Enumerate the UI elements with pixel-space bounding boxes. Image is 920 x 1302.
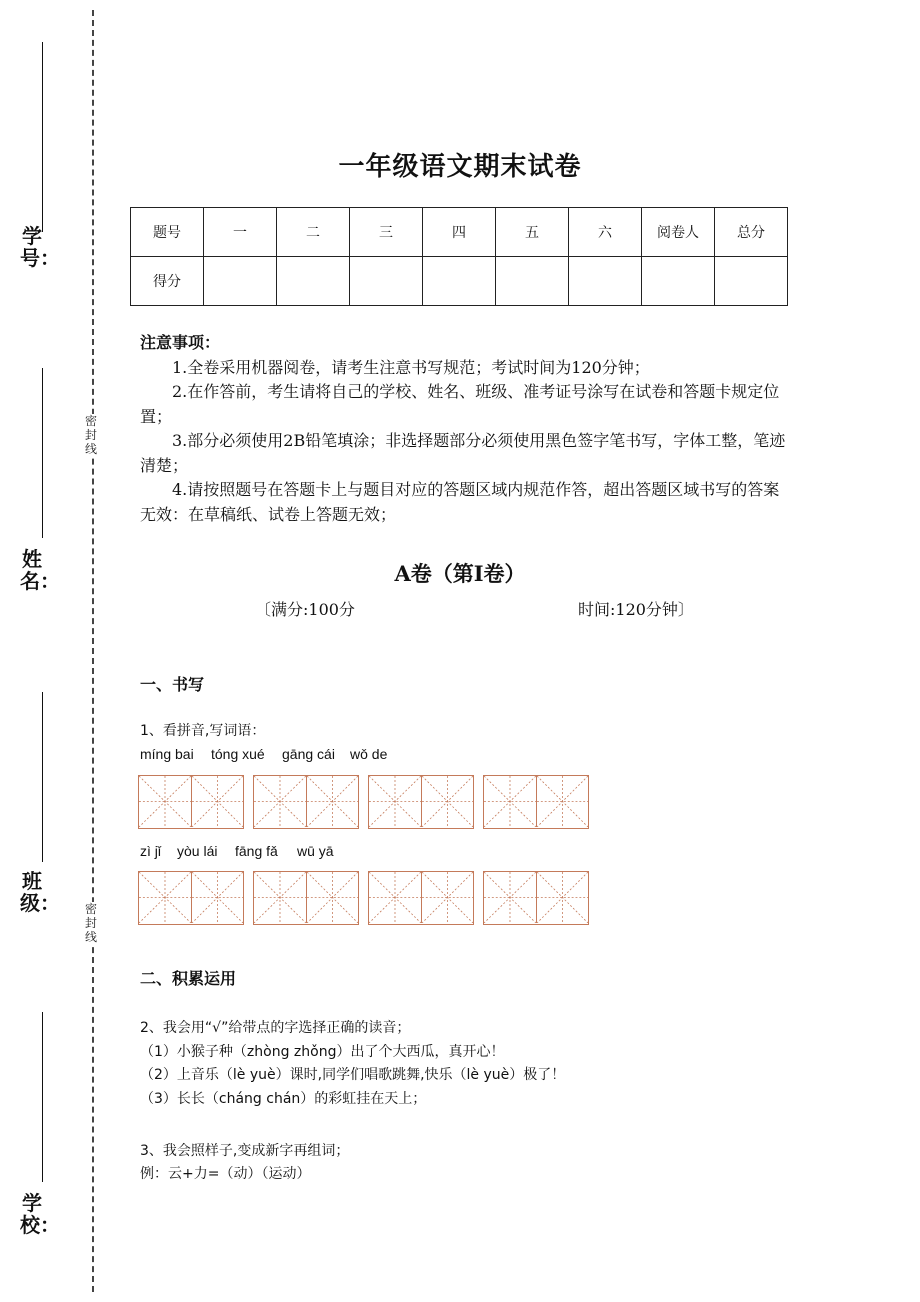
score-table	[130, 207, 788, 306]
question-3-example: 例：云+力=（动）（运动）	[140, 1166, 311, 1182]
seal-text-bottom: 密封线	[82, 902, 100, 944]
question-1: 1、看拼音,写词语：	[140, 723, 266, 739]
notes-heading: 注意事项：	[140, 333, 221, 352]
writing-grid-group[interactable]	[253, 871, 359, 925]
question-3: 3、我会照样子,变成新字再组词；	[140, 1143, 350, 1159]
writing-grid-cell[interactable]	[191, 872, 243, 923]
header-cell: 总分	[715, 208, 788, 257]
pinyin-word: tóng xué	[211, 746, 265, 762]
score-cell[interactable]	[569, 257, 642, 306]
header-cell: 六	[569, 208, 642, 257]
section2-heading: 二、积累运用	[140, 969, 237, 988]
class-line[interactable]	[42, 692, 43, 862]
question-2-item: （1）小猴子种（zhòng zhǒng）出了个大西瓜，真开心！	[140, 1044, 505, 1060]
score-cell[interactable]	[423, 257, 496, 306]
school-line[interactable]	[42, 1012, 43, 1182]
question-2: 2、我会用“√”给带点的字选择正确的读音；	[140, 1020, 411, 1036]
seal-dashed-line	[92, 10, 94, 1292]
class-label: 班级：	[20, 869, 60, 915]
score-cell[interactable]	[496, 257, 569, 306]
exam-title: 一年级语文期末试卷	[338, 152, 582, 182]
name-label: 姓名：	[20, 547, 60, 593]
note-item: 4.请按照题号在答题卡上与题目对应的答题区域内规范作答，超出答题区域书写的答案无效：在草稿纸、试卷上答题无效；	[140, 480, 780, 524]
score-cell[interactable]	[204, 257, 277, 306]
writing-grid-cell[interactable]	[369, 776, 421, 827]
student-id-line[interactable]	[42, 42, 43, 232]
header-cell: 三	[350, 208, 423, 257]
header-cell: 二	[277, 208, 350, 257]
writing-grid-cell[interactable]	[254, 776, 306, 827]
writing-grid-cell[interactable]	[536, 776, 588, 827]
writing-grid-cell[interactable]	[306, 872, 358, 923]
notes-section	[140, 331, 790, 527]
header-cell: 五	[496, 208, 569, 257]
writing-grid-cell[interactable]	[254, 872, 306, 923]
student-id-label: 学号：	[20, 224, 60, 270]
paper-title: A卷（第Ⅰ卷）	[394, 561, 526, 586]
pinyin-word: míng bai	[140, 746, 194, 762]
pinyin-word: yòu lái	[177, 843, 218, 859]
writing-grid-cell[interactable]	[421, 872, 473, 923]
writing-grid-group[interactable]	[368, 775, 474, 829]
score-cell[interactable]	[350, 257, 423, 306]
writing-grid-group[interactable]	[138, 871, 244, 925]
writing-grid-cell[interactable]	[536, 872, 588, 923]
writing-grid-group[interactable]	[253, 775, 359, 829]
writing-grid-cell[interactable]	[484, 872, 536, 923]
writing-grid-group[interactable]	[483, 775, 589, 829]
pinyin-word: gāng cái	[282, 746, 335, 762]
header-cell: 阅卷人	[642, 208, 715, 257]
score-cell[interactable]	[715, 257, 788, 306]
writing-grid-cell[interactable]	[306, 776, 358, 827]
pinyin-word: wǒ de	[350, 746, 388, 762]
writing-grid-cell[interactable]	[484, 776, 536, 827]
exam-time: 时间:120分钟〕	[578, 600, 694, 619]
writing-grid-group[interactable]	[368, 871, 474, 925]
writing-grid-cell[interactable]	[139, 872, 191, 923]
school-label: 学校：	[20, 1191, 60, 1237]
writing-grid-cell[interactable]	[421, 776, 473, 827]
note-item: 3.部分必须使用2B铅笔填涂；非选择题部分必须使用黑色签字笔书写，字体工整，笔迹清楚；	[140, 431, 786, 475]
question-2-item: （3）长长（cháng chán）的彩虹挂在天上；	[140, 1091, 427, 1107]
writing-grid-cell[interactable]	[369, 872, 421, 923]
full-score: 〔满分:100分	[255, 600, 355, 619]
header-cell: 一	[204, 208, 277, 257]
writing-grid-cell[interactable]	[139, 776, 191, 827]
writing-grid-cell[interactable]	[191, 776, 243, 827]
header-cell: 题号	[131, 208, 204, 257]
note-item: 2.在作答前，考生请将自己的学校、姓名、班级、准考证号涂写在试卷和答题卡规定位置；	[140, 382, 780, 426]
note-item: 1.全卷采用机器阅卷，请考生注意书写规范；考试时间为120分钟；	[172, 357, 650, 377]
writing-grid-group[interactable]	[483, 871, 589, 925]
pinyin-word: wū yā	[297, 843, 334, 859]
pinyin-word: zì jǐ	[140, 843, 161, 859]
name-line[interactable]	[42, 368, 43, 538]
score-row-label: 得分	[131, 257, 204, 306]
writing-grid-group[interactable]	[138, 775, 244, 829]
score-cell[interactable]	[277, 257, 350, 306]
header-cell: 四	[423, 208, 496, 257]
seal-text-top: 密封线	[82, 414, 100, 456]
score-cell[interactable]	[642, 257, 715, 306]
score-table-score-row	[131, 257, 788, 306]
question-2-item: （2）上音乐（lè yuè）课时,同学们唱歌跳舞,快乐（lè yuè）极了！	[140, 1067, 566, 1083]
section1-heading: 一、书写	[140, 675, 205, 694]
score-table-header-row	[131, 208, 788, 257]
pinyin-word: fāng fǎ	[235, 843, 278, 859]
